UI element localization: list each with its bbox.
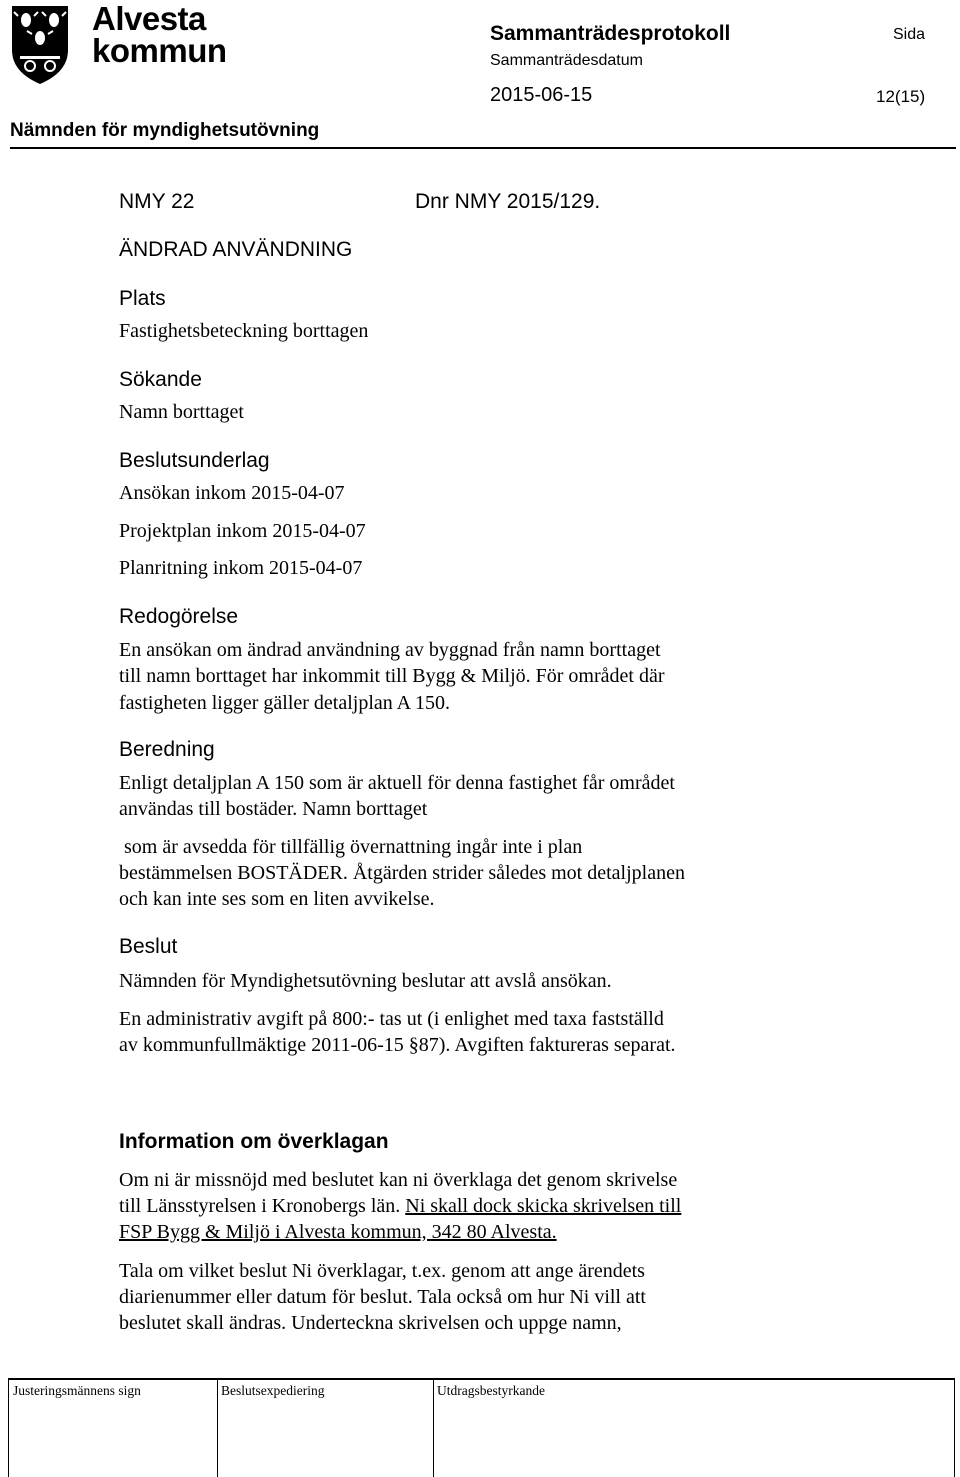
beslut-line: av kommunfullmäktige 2011-06-15 §87). Avgiften faktureras separat. bbox=[119, 1034, 676, 1056]
beredning-line: Enligt detaljplan A 150 som är aktuell för denna fastighet får området bbox=[119, 772, 675, 794]
footer-label: Utdragsbestyrkande bbox=[437, 1383, 545, 1398]
redogorelse-line: En ansökan om ändrad användning av byggnad från namn borttaget bbox=[119, 639, 661, 661]
beredning-line: bestämmelsen BOSTÄDER. Åtgärden strider således mot detaljplanen bbox=[119, 862, 685, 884]
page-label: Sida bbox=[893, 26, 926, 43]
information-line: Tala om vilket beslut Ni överklagar, t.ex. genom att ange ärendets bbox=[119, 1260, 645, 1282]
section-heading-information: Information om överklagan bbox=[119, 1130, 389, 1153]
beredning-line: som är avsedda för tillfällig övernattning ingår inte i plan bbox=[119, 836, 583, 858]
document-type: Sammanträdesprotokoll bbox=[490, 22, 731, 45]
section-heading-beslut: Beslut bbox=[119, 935, 178, 958]
beredning-line: användas till bostäder. Namn borttaget bbox=[119, 798, 428, 820]
case-number: NMY 22 bbox=[119, 190, 195, 213]
date-label: Sammanträdesdatum bbox=[490, 52, 643, 69]
brand-line-2: kommun bbox=[92, 32, 227, 69]
case-title: ÄNDRAD ANVÄNDNING bbox=[119, 238, 353, 261]
section-heading-plats: Plats bbox=[119, 287, 166, 310]
redogorelse-line: fastigheten ligger gäller detaljplan A 150. bbox=[119, 692, 451, 714]
committee-name: Nämnden för myndighetsutövning bbox=[10, 120, 320, 141]
underlag-item: Planritning inkom 2015-04-07 bbox=[119, 557, 363, 579]
information-line: beslutet skall ändras. Underteckna skrivelsen och uppge namn, bbox=[119, 1312, 622, 1334]
plats-text: Fastighetsbeteckning borttagen bbox=[119, 320, 369, 342]
information-line: diarienummer eller datum för beslut. Tala också om hur Ni vill att bbox=[119, 1286, 646, 1308]
sokande-text: Namn borttaget bbox=[119, 401, 244, 423]
information-line: Om ni är missnöjd med beslutet kan ni överklaga det genom skrivelse bbox=[119, 1169, 678, 1191]
beredning-line: och kan inte ses som en liten avvikelse. bbox=[119, 888, 435, 910]
address-instruction: FSP Bygg & Miljö i Alvesta kommun, 342 80 Alvesta. bbox=[119, 1221, 557, 1243]
footer-label: Justeringsmännens sign bbox=[13, 1383, 141, 1398]
brand-logotype bbox=[92, 0, 227, 69]
information-line bbox=[119, 1193, 681, 1219]
header-divider bbox=[10, 147, 956, 149]
beslut-line: Nämnden för Myndighetsutövning beslutar att avslå ansökan. bbox=[119, 970, 612, 992]
address-instruction: Ni skall dock skicka skrivelsen till bbox=[405, 1195, 682, 1217]
diary-number: Dnr NMY 2015/129. bbox=[415, 190, 601, 213]
section-heading-beredning: Beredning bbox=[119, 738, 215, 761]
information-text: till Länsstyrelsen i Kronobergs län. bbox=[119, 1195, 406, 1217]
section-heading-beslutsunderlag: Beslutsunderlag bbox=[119, 449, 270, 472]
signature-footer bbox=[8, 1378, 955, 1477]
section-heading-redogorelse: Redogörelse bbox=[119, 605, 239, 628]
redogorelse-line: till namn borttaget har inkommit till Bygg & Miljö. För området där bbox=[119, 665, 665, 687]
meeting-date: 2015-06-15 bbox=[490, 84, 593, 106]
brand-line-1: Alvesta bbox=[92, 0, 206, 37]
underlag-item: Ansökan inkom 2015-04-07 bbox=[119, 482, 345, 504]
page-number: 12(15) bbox=[876, 87, 926, 106]
section-heading-sokande: Sökande bbox=[119, 368, 202, 391]
footer-col-justering bbox=[9, 1380, 218, 1477]
coat-of-arms-logo bbox=[10, 4, 70, 86]
footer-label: Beslutsexpediering bbox=[221, 1383, 325, 1398]
footer-col-expediering bbox=[217, 1380, 434, 1477]
underlag-item: Projektplan inkom 2015-04-07 bbox=[119, 520, 366, 542]
footer-col-utdrag bbox=[433, 1380, 955, 1477]
beslut-line: En administrativ avgift på 800:- tas ut (i enlighet med taxa fastställd bbox=[119, 1008, 664, 1030]
